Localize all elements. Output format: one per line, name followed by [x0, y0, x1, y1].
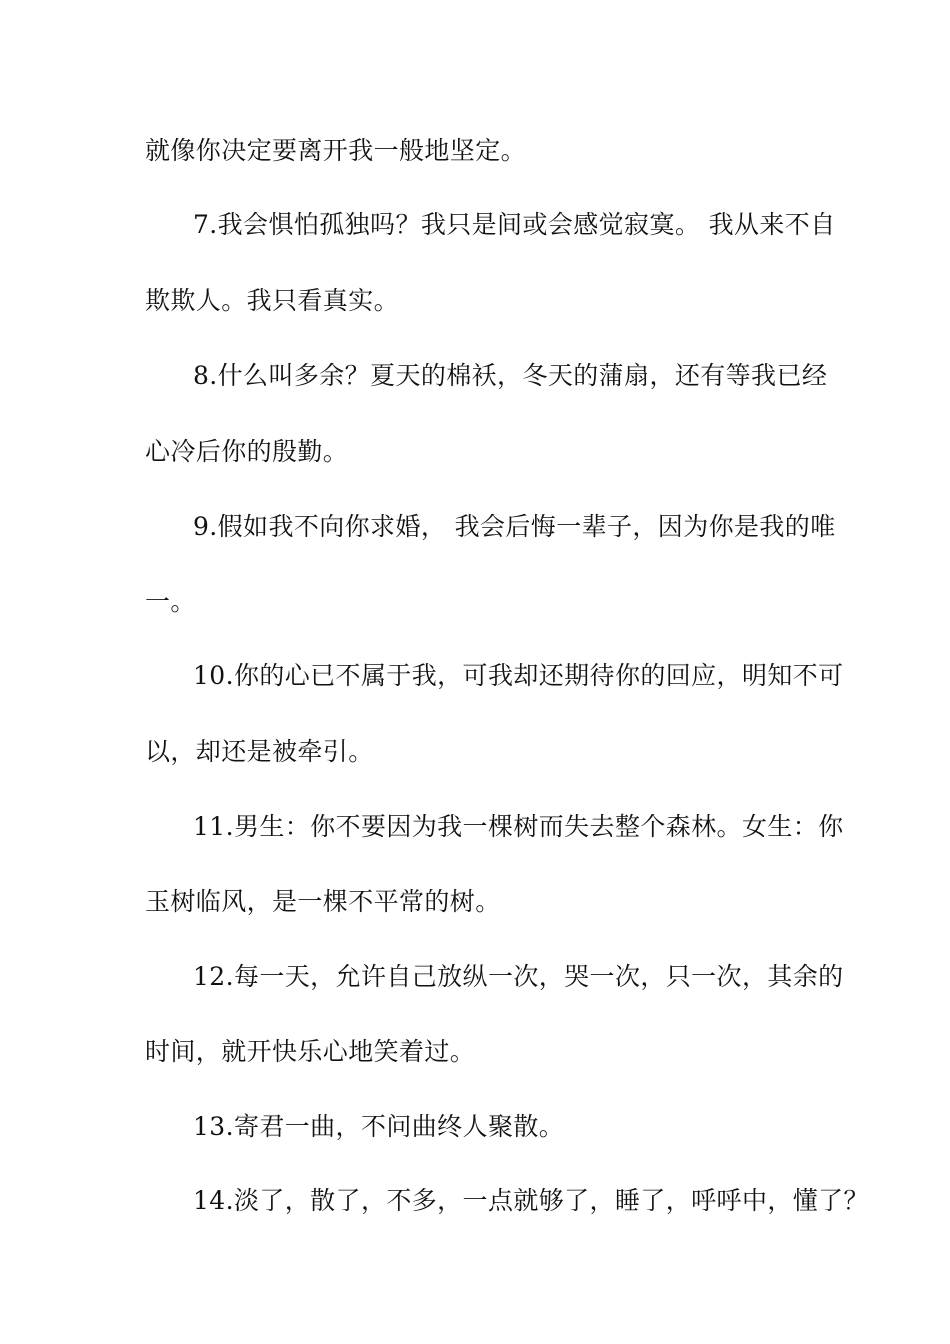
text-line: 一。 [145, 587, 196, 616]
text-line: 11.男生：你不要因为我一棵树而失去整个森林。女生：你 [193, 812, 844, 841]
text-line: 心冷后你的殷勤。 [145, 437, 349, 466]
text-line: 7.我会惧怕孤独吗？我只是间或会感觉寂寞。 我从来不自 [193, 210, 836, 239]
text-line: 玉树临风，是一棵不平常的树。 [145, 887, 501, 916]
text-line: 时间，就开快乐心地笑着过。 [145, 1037, 476, 1066]
text-line: 12.每一天，允许自己放纵一次，哭一次，只一次，其余的 [193, 962, 844, 991]
text-line: 13.寄君一曲，不问曲终人聚散。 [193, 1112, 565, 1141]
text-line: 14.淡了，散了，不多，一点就够了，睡了，呼呼中，懂了？ [193, 1186, 869, 1215]
text-line: 10.你的心已不属于我，可我却还期待你的回应，明知不可 [193, 661, 844, 690]
text-line: 欺欺人。我只看真实。 [145, 286, 400, 315]
text-line: 8.什么叫多余？夏天的棉袄，冬天的蒲扇，还有等我已经 [193, 361, 828, 390]
text-line: 就像你决定要离开我一般地坚定。 [145, 136, 527, 165]
text-line: 以，却还是被牵引。 [145, 737, 374, 766]
text-line: 9.假如我不向你求婚， 我会后悔一辈子，因为你是我的唯 [193, 512, 836, 541]
